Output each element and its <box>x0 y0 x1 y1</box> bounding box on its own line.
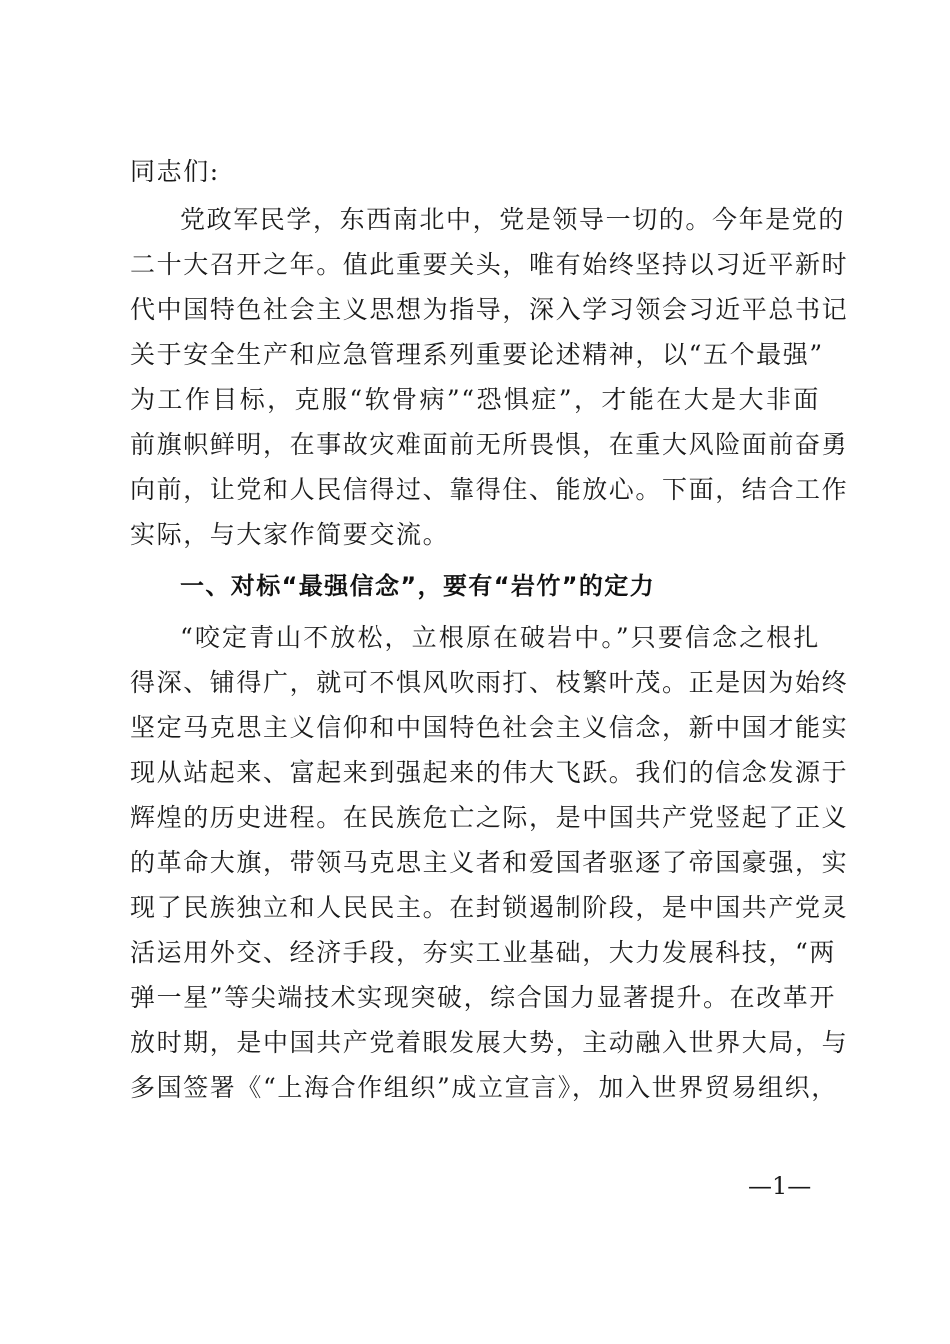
paragraph-line: 活运用外交、经济手段，夯实工业基础，大力发展科技，“两 <box>130 938 836 967</box>
paragraph-line: 向前，让党和人民信得过、靠得住、能放心。下面，结合工作 <box>130 475 849 504</box>
paragraph-line: 现从站起来、富起来到强起来的伟大飞跃。我们的信念发源于 <box>130 758 849 787</box>
paragraph-line: 辉煌的历史进程。在民族危亡之际，是中国共产党竖起了正义 <box>130 803 849 832</box>
paragraph-line: 关于安全生产和应急管理系列重要论述精神，以“五个最强” <box>130 340 824 369</box>
paragraph-line: 实际，与大家作简要交流。 <box>130 520 450 549</box>
paragraph-line: 前旗帜鲜明，在事故灾难面前无所畏惧，在重大风险面前奋勇 <box>130 430 849 459</box>
paragraph-line: 弹一星”等尖端技术实现突破，综合国力显著提升。在改革开 <box>130 983 836 1012</box>
page-number: —1— <box>748 1172 812 1200</box>
paragraph-line: 党政军民学，东西南北中，党是领导一切的。今年是党的 <box>180 205 846 234</box>
paragraph-line: 坚定马克思主义信仰和中国特色社会主义信念，新中国才能实 <box>130 713 849 742</box>
paragraph-line: “咬定青山不放松，立根原在破岩中。”只要信念之根扎 <box>180 623 820 652</box>
section-heading: 一、对标“最强信念”，要有“岩竹”的定力 <box>180 572 656 600</box>
paragraph-line: 得深、铺得广，就可不惧风吹雨打、枝繁叶茂。正是因为始终 <box>130 668 849 697</box>
paragraph-line: 的革命大旗，带领马克思主义者和爱国者驱逐了帝国豪强，实 <box>130 848 849 877</box>
salutation: 同志们: <box>130 157 220 186</box>
paragraph-line: 代中国特色社会主义思想为指导，深入学习领会习近平总书记 <box>130 295 849 324</box>
paragraph-line: 放时期，是中国共产党着眼发展大势，主动融入世界大局，与 <box>130 1028 849 1057</box>
paragraph-line: 为工作目标，克服“软骨病”“恐惧症”，才能在大是大非面 <box>130 385 820 414</box>
paragraph-line: 现了民族独立和人民民主。在封锁遏制阶段，是中国共产党灵 <box>130 893 849 922</box>
paragraph-line: 多国签署《“上海合作组织”成立宣言》，加入世界贸易组织， <box>130 1073 838 1102</box>
paragraph-line: 二十大召开之年。值此重要关头，唯有始终坚持以习近平新时 <box>130 250 849 279</box>
